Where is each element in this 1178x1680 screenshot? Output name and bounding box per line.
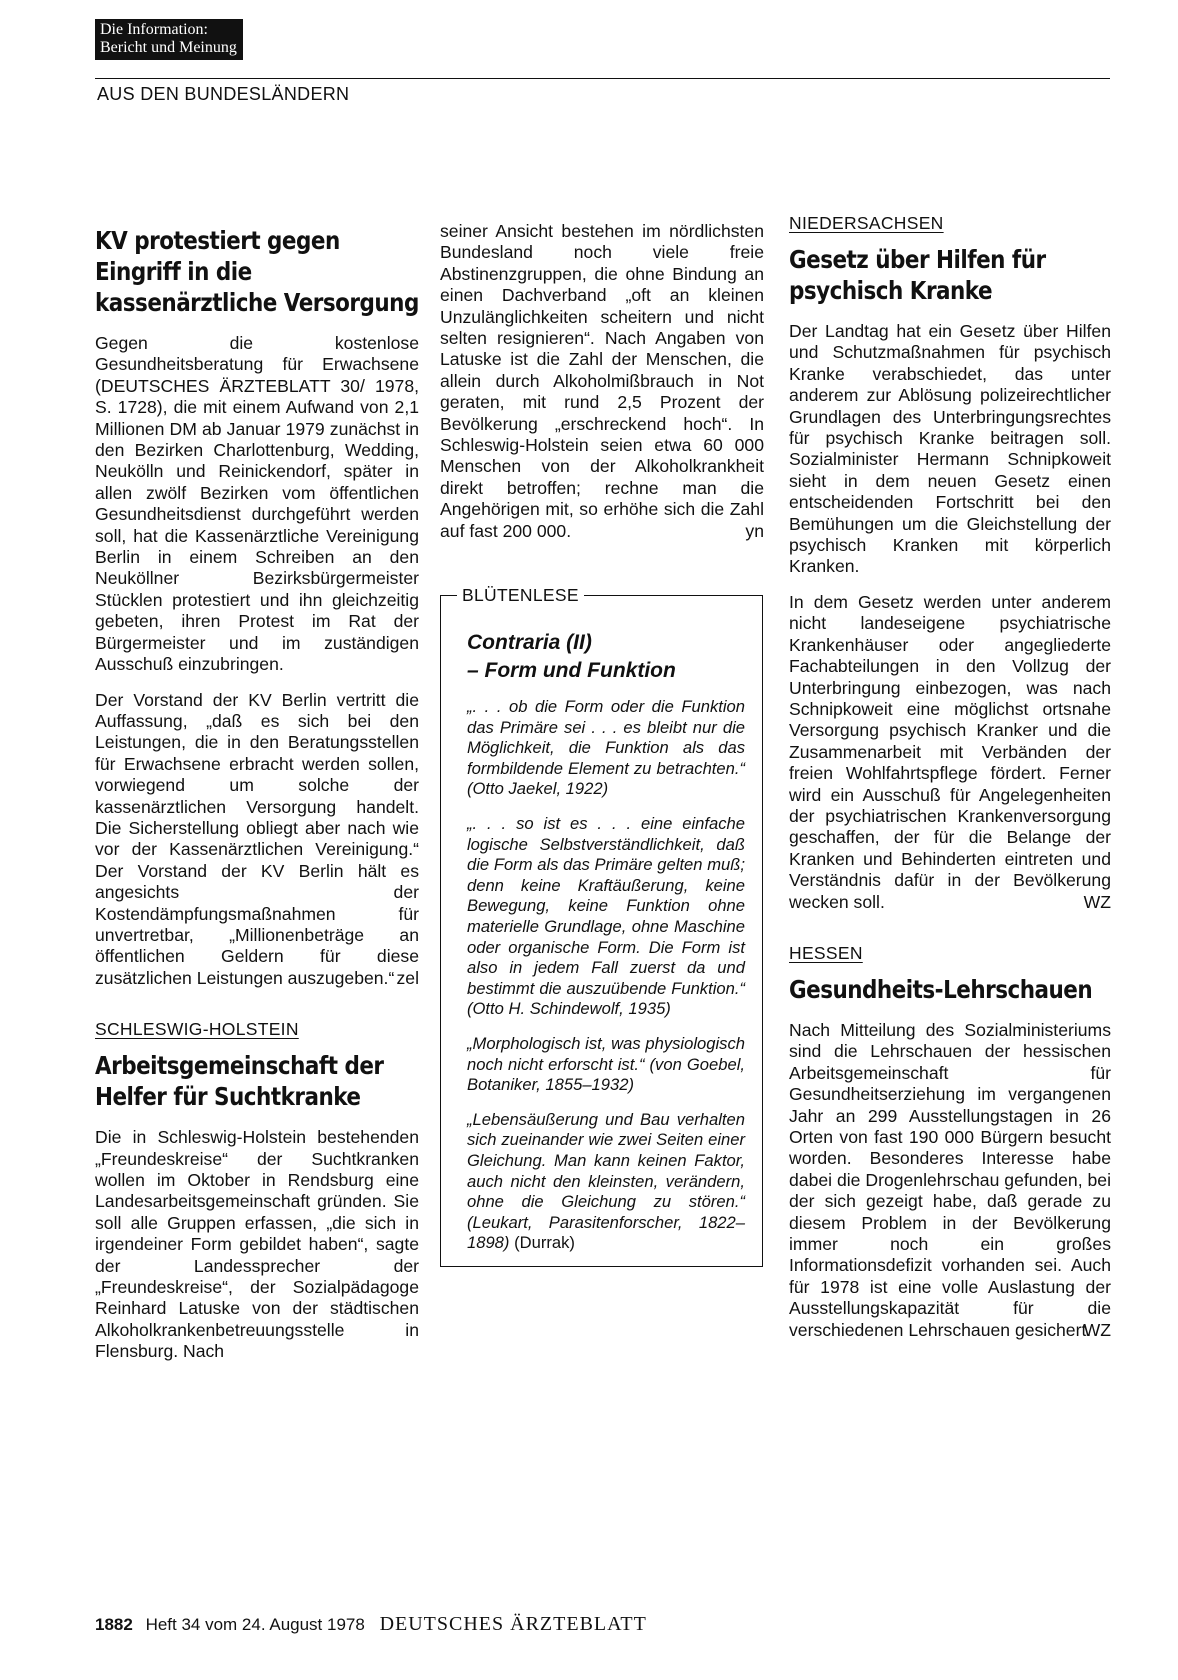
- quote: [467, 1110, 745, 1254]
- region-kicker: NIEDERSACHSEN: [789, 213, 944, 233]
- box-label: BLÜTENLESE: [457, 585, 584, 606]
- journal-name: DEUTSCHES ÄRZTEBLATT: [379, 1613, 647, 1635]
- author-signature: WZ: [1083, 891, 1111, 912]
- box-title-line1: Contraria (II): [467, 631, 592, 655]
- section-tag: [95, 19, 243, 60]
- region-kicker: SCHLESWIG-HOLSTEIN: [95, 1019, 299, 1040]
- column-1: [95, 225, 419, 1363]
- article-paragraph: Die in Schleswig-Holstein bestehenden „Freundeskreise“ der Suchtkranken wollen im Oktober in Rendsburg eine Landesarbeitsgemeinschaft gründen. Sie soll alle Gruppen erfassen, „die sich in irgendeiner Form gebildet haben“, sagte der Landessprecher der „Freundeskreise“, der Sozialpädagoge Reinhard Latuske von der städtischen Alkoholkrankenbetreuungsstelle in Flensburg. Nach: [95, 1127, 419, 1362]
- box-title: [467, 629, 745, 685]
- section-tag-line2: Bericht und Meinung: [100, 39, 237, 56]
- header-rule: [95, 78, 1110, 79]
- quote: „Morphologisch ist, was physiologisch noch nicht erforscht ist.“ (von Goebel, Botaniker, 1855–1932): [467, 1034, 745, 1095]
- article-paragraph: In dem Gesetz werden unter anderem nicht landeseigene psychiatrische Krankenhäuser oder angegliederte Fachabteilungen in den Vollzug der Unterbringung einbezogen, was nach Schnipkoweit eine möglichst ortsnahe Versorgung psychisch Kranker und die Zusammenarbeit mit Verbänden der freien Wohlfahrtspflege fördert. Ferner wird ein Ausschuß für Angelegenheiten der psychiatrischen Krankenversorgung geschaffen, der für die Belange der Kranken und Behinderten eintreten und Verständnis dafür in der Bevölkerung wecken soll.: [789, 591, 1111, 912]
- article-paragraph: Der Vorstand der KV Berlin vertritt die Auffassung, „daß es sich bei den Leistungen, die in den Beratungsstellen für Erwachsene erbracht werden sollen, vorwiegend um solche der kassenärztlichen Versorgung handelt. Die Sicherstellung obliegt aber nach wie vor der Kassenärztlichen Vereinigung.“ Der Vorstand der KV Berlin hält es angesichts der Kostendämpfungsmaßnahmen für unvertretbar, „Millionenbeträge an öffentlichen Geldern für diese zusätzlichen Leistungen auszugeben.“: [95, 689, 419, 988]
- region-heading: AUS DEN BUNDESLÄNDERN: [97, 84, 350, 104]
- article-headline: Arbeitsgemeinschaft der Helfer für Suchtkranke: [95, 1051, 384, 1112]
- page-footer: [95, 1613, 647, 1636]
- box-title-line2: – Form und Funktion: [467, 659, 676, 683]
- article-paragraph: Gegen die kostenlose Gesundheitsberatung für Erwachsene (DEUTSCHES ÄRZTEBLATT 30/ 1978, S. 1728), die mit einem Aufwand von 2,1 Millionen DM ab Januar 1979 zunächst in den Bezirken Charlottenburg, Wedding, Neukölln und Reinickendorf, später in allen zwölf Bezirken vom öffentlichen Gesundheitsdienst durchgeführt werden soll, hat die Kassenärztliche Vereinigung Berlin in einem Schreiben an den Neuköllner Bezirksbürgermeister Stücklen protestiert und ihn gleichzeitig gebeten, ihren Protest im Rat der Bürgermeister und im zuständigen Ausschuß einzubringen.: [95, 333, 419, 675]
- page-number: 1882: [95, 1615, 133, 1634]
- article-headline: KV protestiert gegen Eingriff in die kassenärztliche Versorgung: [95, 226, 419, 317]
- box-signature: (Durrak): [514, 1233, 575, 1253]
- quote: „. . . so ist es . . . eine einfache logische Selbstverständlichkeit, daß die Form als das Primäre gelten muß; denn keine Kraftäußerung, keine Bewegung, keine Funktion ohne materielle Grundlage, ohne Maschine oder organische Form. Die Form ist also in jedem Fall zuerst da und bestimmt die auszuübende Funktion.“ (Otto H. Schindewolf, 1935): [467, 814, 745, 1019]
- issue-info: Heft 34 vom 24. August 1978: [145, 1615, 365, 1634]
- article-headline: Gesundheits-Lehrschauen: [789, 974, 1093, 1004]
- author-signature: zel: [396, 967, 419, 988]
- quote-text: „Lebensäußerung und Bau verhalten sich zueinander wie zwei Seiten einer Gleichung. Man kann keinen Faktor, auch nicht den kleinsten, verändern, ohne die Gleichung zu stören.“ (Leukart, Parasitenforscher, 1822–1898): [467, 1109, 745, 1253]
- region-kicker: HESSEN: [789, 942, 863, 963]
- article-paragraph: seiner Ansicht bestehen im nördlichsten Bundesland noch viele freie Abstinenzgruppen, die ohne Bindung an einen Dachverband „oft an kleinen Unzulänglichkeiten scheitern und nicht selten resignieren“. Nach Angaben von Latuske ist die Zahl der Menschen, die allein durch Alkoholmißbrauch in Not geraten, mit rund 2,5 Prozent der Bevölkerung „erschreckend hoch“. In Schleswig-Holstein seien etwa 60 000 Menschen von der Alkoholkrankheit direkt betroffen; rechne man die Angehörigen mit, so erhöhe sich die Zahl auf fast 200 000.: [440, 221, 764, 541]
- bluetenlese-box: [440, 585, 763, 1267]
- author-signature: WZ: [1083, 1319, 1111, 1340]
- article-paragraph: Der Landtag hat ein Gesetz über Hilfen und Schutzmaßnahmen für psychisch Kranke verabschiedet, das unter anderem zur Ablösung polizeirechtlicher Grundlagen des Unterbringungsrechtes für psychisch Kranke beitragen soll. Sozialminister Hermann Schnipkoweit sieht in dem neuen Gesetz einen entscheidenden Fortschritt bei den Bemühungen um die Gleichstellung der psychisch Kranken mit körperlich Kranken.: [789, 321, 1111, 577]
- column-3: [789, 213, 1111, 1341]
- quote: „. . . ob die Form oder die Funktion das Primäre sei . . . es bleibt nur die Möglichkeit, die Funktion als das formbildende Element zu betrachten.“ (Otto Jaekel, 1922): [467, 697, 745, 799]
- column-2: [440, 221, 764, 1267]
- section-tag-line1: Die Information:: [100, 21, 208, 38]
- article-headline: Gesetz über Hilfen für psychisch Kranke: [789, 245, 1046, 305]
- article-paragraph: Nach Mitteilung des Sozialministeriums sind die Lehrschauen der hessischen Arbeitsgemeinschaft für Gesundheitserziehung im vergangenen Jahr an 299 Ausstellungstagen in 26 Orten von fast 190 000 Bürgern besucht worden. Besonderes Interesse habe dabei die Drogenlehrschau gefunden, bei der sich gezeigt habe, daß gerade zu diesem Problem in der Bevölkerung immer noch ein großes Informationsdefizit vorhanden sei. Auch für 1978 ist eine volle Auslastung der Ausstellungskapazität für die verschiedenen Lehrschauen gesichert.: [789, 1019, 1111, 1340]
- author-signature: yn: [745, 520, 764, 541]
